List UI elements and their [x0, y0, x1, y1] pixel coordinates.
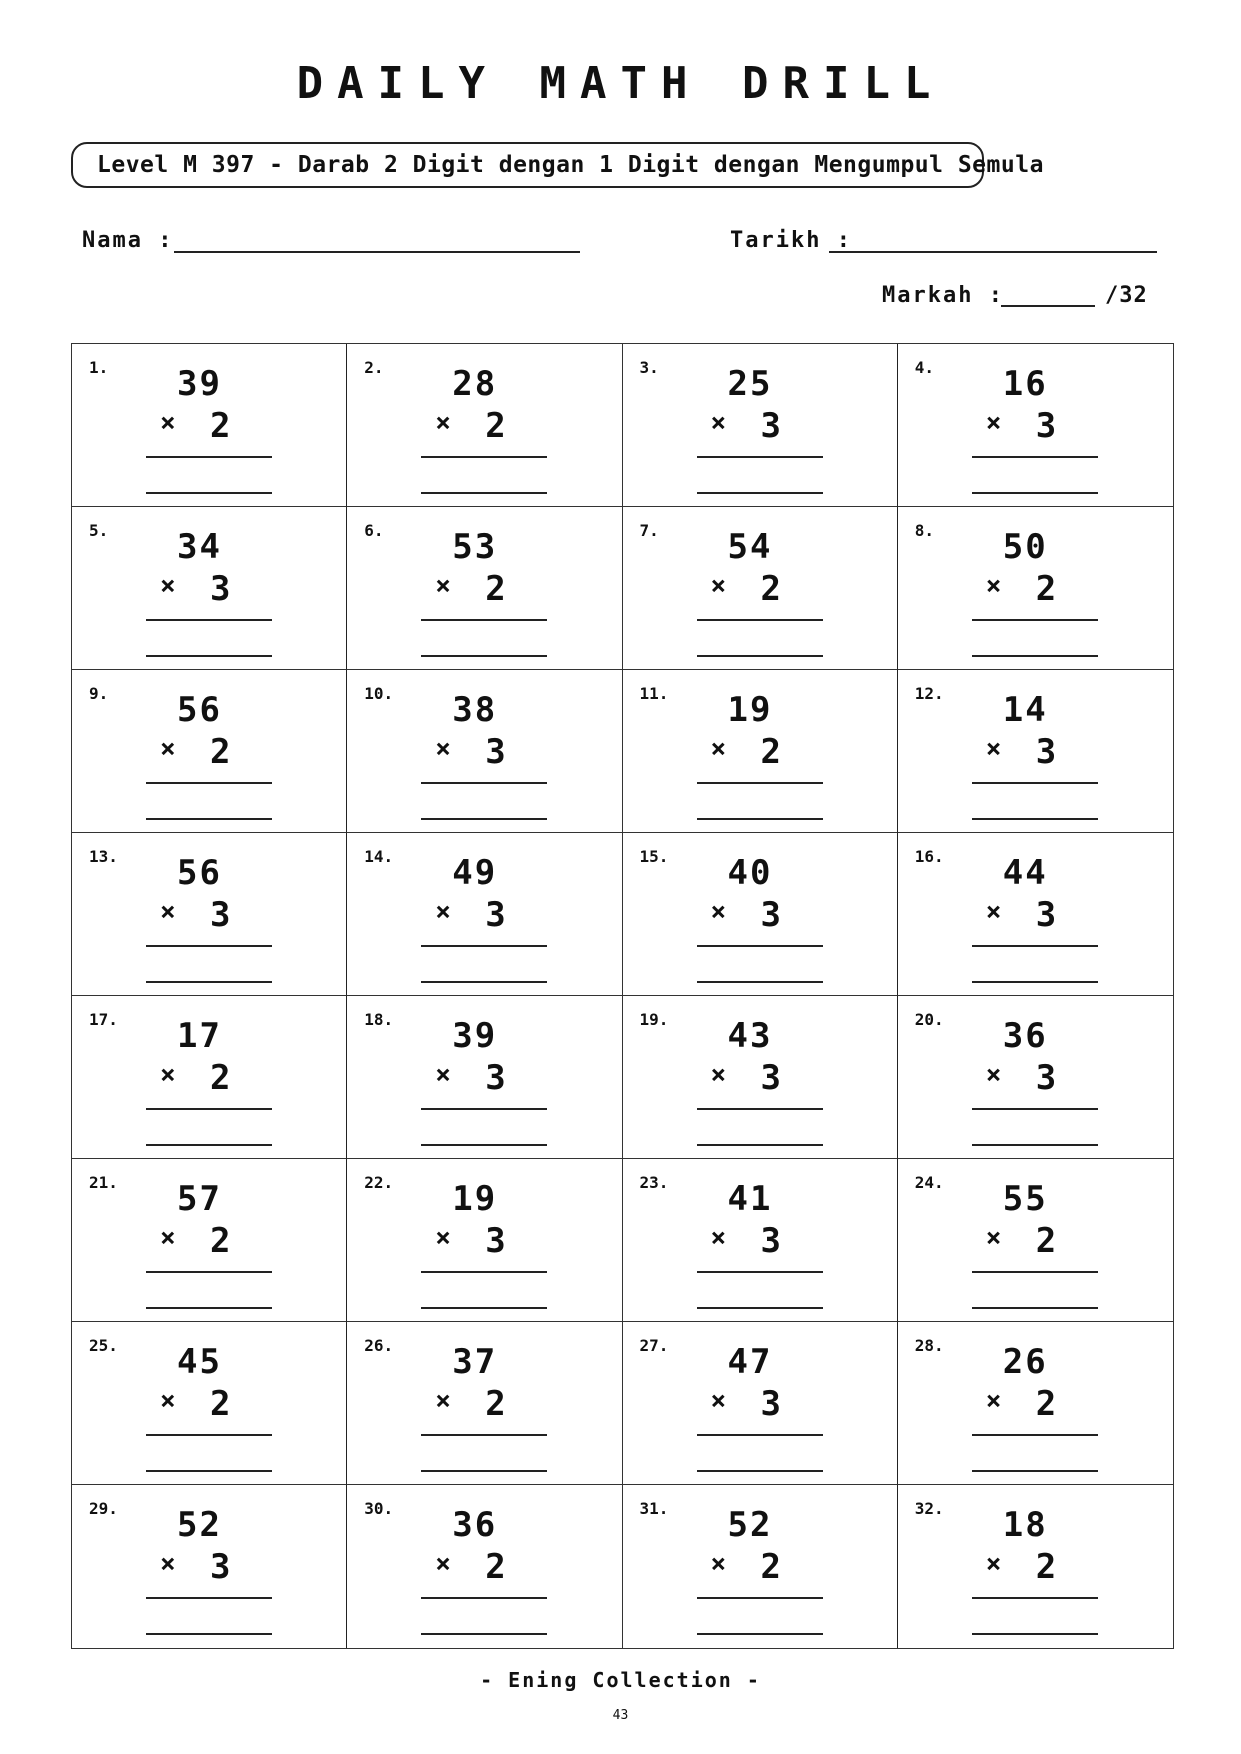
problem-cell — [72, 1159, 347, 1322]
answer-line[interactable] — [972, 492, 1098, 494]
operation-line — [972, 1271, 1098, 1273]
answer-line[interactable] — [972, 1633, 1098, 1635]
answer-line[interactable] — [697, 1633, 823, 1635]
answer-line[interactable] — [697, 1307, 823, 1309]
answer-line[interactable] — [146, 981, 272, 983]
operation-line — [697, 456, 823, 458]
times-sign: × — [435, 734, 451, 764]
problem-cell — [898, 1322, 1173, 1485]
problem-number: 24. — [914, 1173, 944, 1192]
worksheet-title: DAILY MATH DRILL — [296, 58, 945, 109]
answer-line[interactable] — [697, 1470, 823, 1472]
times-sign: × — [435, 408, 451, 438]
times-sign: × — [160, 1549, 176, 1579]
answer-line[interactable] — [972, 655, 1098, 657]
problem-cell — [898, 1485, 1173, 1648]
multiplier: 3 — [1035, 1058, 1057, 1098]
answer-line[interactable] — [421, 1144, 547, 1146]
operation-line — [421, 1108, 547, 1110]
operation-line — [146, 945, 272, 947]
operation-line — [697, 945, 823, 947]
answer-line[interactable] — [146, 655, 272, 657]
times-sign: × — [435, 1060, 451, 1090]
multiplicand: 44 — [1002, 853, 1048, 893]
answer-line[interactable] — [972, 1144, 1098, 1146]
operation-line — [146, 1108, 272, 1110]
multiplier: 3 — [210, 569, 231, 609]
problem-number: 1. — [89, 358, 109, 377]
operation-line — [697, 782, 823, 784]
times-sign: × — [160, 1060, 176, 1090]
multiplier: 2 — [1035, 1547, 1057, 1587]
problem-number: 21. — [89, 1173, 118, 1192]
multiplier: 3 — [485, 1221, 506, 1261]
problem-cell — [623, 1322, 898, 1485]
operation-line — [972, 619, 1098, 621]
answer-line[interactable] — [697, 655, 823, 657]
times-sign: × — [160, 408, 176, 438]
operation-line — [146, 456, 272, 458]
operation-line — [421, 619, 547, 621]
times-sign: × — [160, 1223, 176, 1253]
problem-number: 29. — [89, 1499, 118, 1518]
multiplier: 3 — [485, 1058, 506, 1098]
problem-cell — [898, 670, 1173, 833]
multiplicand: 47 — [727, 1342, 773, 1382]
multiplicand: 16 — [1002, 364, 1048, 404]
multiplicand: 40 — [727, 853, 773, 893]
multiplier: 3 — [210, 1547, 231, 1587]
problem-cell — [347, 1159, 622, 1322]
problem-number: 23. — [639, 1173, 669, 1192]
times-sign: × — [160, 897, 176, 927]
multiplier: 3 — [1035, 406, 1057, 446]
problem-cell — [72, 344, 347, 507]
problem-number: 31. — [639, 1499, 669, 1518]
multiplicand: 43 — [727, 1016, 773, 1056]
multiplier: 2 — [485, 569, 506, 609]
operation-line — [697, 1434, 823, 1436]
multiplicand: 56 — [177, 690, 222, 730]
answer-line[interactable] — [146, 818, 272, 820]
times-sign: × — [435, 1386, 451, 1416]
problem-cell — [898, 507, 1173, 670]
multiplicand: 38 — [452, 690, 498, 730]
operation-line — [697, 1271, 823, 1273]
times-sign: × — [710, 1549, 727, 1579]
multiplicand: 52 — [727, 1505, 773, 1545]
times-sign: × — [160, 571, 176, 601]
markah-label: Markah : — [882, 283, 1004, 308]
problem-cell — [623, 344, 898, 507]
problem-number: 8. — [914, 521, 935, 540]
multiplier: 2 — [1035, 1384, 1057, 1424]
multiplier: 3 — [760, 895, 781, 935]
times-sign: × — [985, 1223, 1002, 1253]
multiplier: 2 — [760, 732, 781, 772]
problem-cell — [347, 1322, 622, 1485]
times-sign: × — [435, 1223, 451, 1253]
multiplicand: 19 — [727, 690, 773, 730]
multiplier: 2 — [210, 732, 231, 772]
times-sign: × — [985, 897, 1002, 927]
problem-number: 15. — [639, 847, 669, 866]
footer-credit: - Ening Collection - — [480, 1668, 761, 1692]
tarikh-line[interactable] — [829, 251, 1157, 253]
problem-cell — [623, 1159, 898, 1322]
multiplicand: 45 — [177, 1342, 222, 1382]
multiplier: 3 — [760, 1221, 781, 1261]
answer-line[interactable] — [146, 1144, 272, 1146]
times-sign: × — [985, 571, 1002, 601]
multiplier: 3 — [760, 406, 781, 446]
multiplier: 3 — [760, 1058, 781, 1098]
answer-line[interactable] — [972, 981, 1098, 983]
markah-line[interactable] — [1001, 305, 1095, 307]
problem-number: 17. — [89, 1010, 118, 1029]
multiplicand: 50 — [1002, 527, 1048, 567]
multiplicand: 25 — [727, 364, 773, 404]
multiplicand: 54 — [727, 527, 773, 567]
operation-line — [421, 456, 547, 458]
multiplicand: 17 — [177, 1016, 222, 1056]
operation-line — [972, 1597, 1098, 1599]
times-sign: × — [160, 734, 176, 764]
multiplier: 2 — [210, 1384, 231, 1424]
answer-line[interactable] — [697, 818, 823, 820]
problem-number: 25. — [89, 1336, 118, 1355]
multiplier: 3 — [1035, 732, 1057, 772]
multiplier: 3 — [485, 732, 506, 772]
answer-line[interactable] — [146, 1633, 272, 1635]
problem-number: 20. — [914, 1010, 944, 1029]
problem-cell — [898, 833, 1173, 996]
multiplier: 3 — [760, 1384, 781, 1424]
problem-cell — [72, 833, 347, 996]
multiplier: 2 — [485, 1547, 506, 1587]
multiplicand: 18 — [1002, 1505, 1048, 1545]
problem-number: 10. — [364, 684, 394, 703]
answer-line[interactable] — [421, 655, 547, 657]
level-description: Level M 397 - Darab 2 Digit dengan 1 Digit dengan Mengumpul Semula — [71, 142, 984, 188]
problem-number: 12. — [914, 684, 944, 703]
problem-cell — [72, 996, 347, 1159]
problem-number: 30. — [364, 1499, 394, 1518]
multiplier: 2 — [1035, 1221, 1057, 1261]
operation-line — [972, 945, 1098, 947]
answer-line[interactable] — [421, 492, 547, 494]
problem-number: 5. — [89, 521, 109, 540]
problem-number: 14. — [364, 847, 394, 866]
answer-line[interactable] — [697, 492, 823, 494]
operation-line — [697, 619, 823, 621]
times-sign: × — [985, 1386, 1002, 1416]
operation-line — [146, 1434, 272, 1436]
problem-cell — [72, 1485, 347, 1648]
times-sign: × — [985, 408, 1002, 438]
problem-cell — [898, 344, 1173, 507]
problem-cell — [347, 344, 622, 507]
problem-grid — [71, 343, 1174, 1649]
answer-line[interactable] — [972, 818, 1098, 820]
answer-line[interactable] — [421, 1633, 547, 1635]
problem-number: 32. — [914, 1499, 944, 1518]
problem-number: 7. — [639, 521, 659, 540]
multiplicand: 52 — [177, 1505, 222, 1545]
multiplicand: 34 — [177, 527, 222, 567]
problem-cell — [347, 507, 622, 670]
multiplicand: 36 — [1002, 1016, 1048, 1056]
answer-line[interactable] — [421, 1470, 547, 1472]
multiplicand: 56 — [177, 853, 222, 893]
multiplier: 2 — [485, 1384, 506, 1424]
multiplicand: 57 — [177, 1179, 222, 1219]
problem-cell — [347, 833, 622, 996]
operation-line — [972, 782, 1098, 784]
problem-number: 28. — [914, 1336, 944, 1355]
operation-line — [421, 782, 547, 784]
answer-line[interactable] — [972, 1307, 1098, 1309]
multiplicand: 41 — [727, 1179, 773, 1219]
operation-line — [421, 1434, 547, 1436]
multiplicand: 28 — [452, 364, 498, 404]
times-sign: × — [985, 734, 1002, 764]
problem-number: 18. — [364, 1010, 394, 1029]
multiplicand: 49 — [452, 853, 498, 893]
answer-line[interactable] — [972, 1470, 1098, 1472]
problem-number: 27. — [639, 1336, 669, 1355]
problem-number: 16. — [914, 847, 944, 866]
problem-cell — [347, 1485, 622, 1648]
operation-line — [972, 1434, 1098, 1436]
times-sign: × — [710, 1223, 727, 1253]
problem-cell — [72, 507, 347, 670]
problem-cell — [623, 1485, 898, 1648]
problem-number: 9. — [89, 684, 109, 703]
multiplier: 3 — [1035, 895, 1057, 935]
problem-number: 11. — [639, 684, 669, 703]
times-sign: × — [710, 571, 727, 601]
times-sign: × — [710, 897, 727, 927]
operation-line — [421, 945, 547, 947]
problem-cell — [72, 670, 347, 833]
times-sign: × — [710, 734, 727, 764]
multiplicand: 14 — [1002, 690, 1048, 730]
multiplicand: 55 — [1002, 1179, 1048, 1219]
multiplier: 2 — [485, 406, 506, 446]
multiplicand: 53 — [452, 527, 498, 567]
answer-line[interactable] — [421, 818, 547, 820]
multiplier: 2 — [1035, 569, 1057, 609]
times-sign: × — [435, 571, 451, 601]
problem-cell — [347, 670, 622, 833]
problem-number: 6. — [364, 521, 384, 540]
operation-line — [421, 1271, 547, 1273]
multiplier: 3 — [485, 895, 506, 935]
operation-line — [146, 782, 272, 784]
operation-line — [972, 1108, 1098, 1110]
multiplier: 2 — [760, 569, 781, 609]
operation-line — [146, 619, 272, 621]
times-sign: × — [435, 897, 451, 927]
multiplier: 2 — [210, 406, 231, 446]
times-sign: × — [710, 1386, 727, 1416]
operation-line — [697, 1597, 823, 1599]
operation-line — [972, 456, 1098, 458]
answer-line[interactable] — [146, 1307, 272, 1309]
problem-cell — [623, 670, 898, 833]
answer-line[interactable] — [146, 1470, 272, 1472]
problem-number: 19. — [639, 1010, 669, 1029]
multiplicand: 39 — [452, 1016, 498, 1056]
problem-cell — [623, 507, 898, 670]
problem-number: 22. — [364, 1173, 394, 1192]
problem-number: 2. — [364, 358, 384, 377]
answer-line[interactable] — [421, 981, 547, 983]
times-sign: × — [710, 1060, 727, 1090]
times-sign: × — [160, 1386, 176, 1416]
multiplicand: 39 — [177, 364, 222, 404]
nama-label: Nama : — [82, 228, 174, 253]
multiplier: 2 — [210, 1058, 231, 1098]
problem-cell — [347, 996, 622, 1159]
multiplicand: 36 — [452, 1505, 498, 1545]
multiplicand: 19 — [452, 1179, 498, 1219]
answer-line[interactable] — [421, 1307, 547, 1309]
problem-cell — [898, 1159, 1173, 1322]
answer-line[interactable] — [697, 1144, 823, 1146]
multiplicand: 37 — [452, 1342, 498, 1382]
problem-number: 3. — [639, 358, 659, 377]
problem-cell — [898, 996, 1173, 1159]
problem-cell — [623, 996, 898, 1159]
operation-line — [697, 1108, 823, 1110]
problem-number: 26. — [364, 1336, 394, 1355]
tarikh-label: Tarikh : — [730, 228, 852, 253]
problem-number: 13. — [89, 847, 118, 866]
times-sign: × — [710, 408, 727, 438]
operation-line — [146, 1597, 272, 1599]
answer-line[interactable] — [697, 981, 823, 983]
times-sign: × — [985, 1549, 1002, 1579]
times-sign: × — [985, 1060, 1002, 1090]
problem-cell — [623, 833, 898, 996]
answer-line[interactable] — [146, 492, 272, 494]
operation-line — [421, 1597, 547, 1599]
multiplier: 2 — [760, 1547, 781, 1587]
operation-line — [146, 1271, 272, 1273]
nama-line[interactable] — [174, 251, 580, 253]
multiplicand: 26 — [1002, 1342, 1048, 1382]
multiplier: 2 — [210, 1221, 231, 1261]
times-sign: × — [435, 1549, 451, 1579]
problem-cell — [72, 1322, 347, 1485]
multiplier: 3 — [210, 895, 231, 935]
page-number: 43 — [612, 1708, 629, 1723]
markah-total: /32 — [1105, 283, 1148, 308]
problem-number: 4. — [914, 358, 935, 377]
